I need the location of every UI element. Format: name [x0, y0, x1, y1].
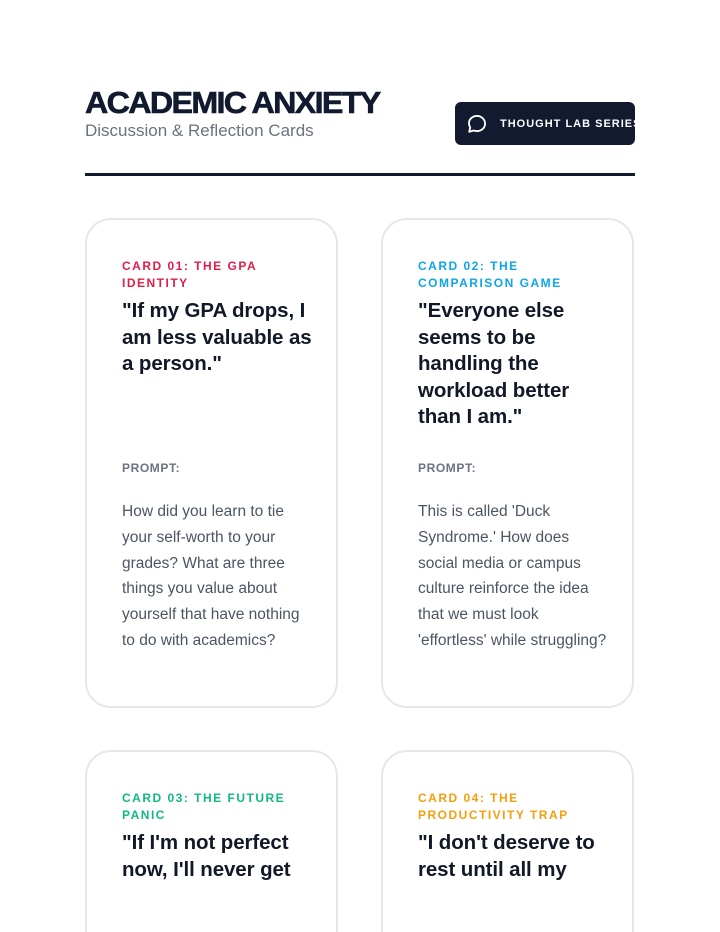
prompt-label: PROMPT:: [418, 461, 477, 475]
card-label: CARD 01: THE GPA IDENTITY: [122, 259, 257, 290]
series-badge: [455, 102, 642, 145]
card-label: CARD 04: THE PRODUCTIVITY TRAP: [418, 791, 569, 822]
reflection-card-04: [381, 750, 634, 932]
card-quote: "If I'm not perfect now, I'll never get: [122, 831, 291, 881]
page-title: ACADEMIC ANXIETY: [85, 85, 380, 120]
prompt-label: PROMPT:: [122, 461, 181, 475]
reflection-card-03: [85, 750, 338, 932]
header-divider: [85, 173, 635, 176]
header: [85, 85, 642, 148]
card-quote: "I don't deserve to rest until all my: [418, 831, 595, 881]
page-subtitle: Discussion & Reflection Cards: [85, 121, 314, 140]
series-label: THOUGHT LAB SERIES: [500, 117, 642, 130]
card-label: CARD 02: THE COMPARISON GAME: [418, 259, 562, 290]
reflection-card-02: [381, 218, 634, 708]
card-quote: "Everyone else seems to be handling the workload better than I am.": [418, 299, 570, 428]
prompt-text: This is called 'Duck Syndrome.' How does social media or campus culture reinforce the idea that we must look 'effortless' while struggling?: [418, 503, 607, 649]
chat-bubble-icon: [466, 113, 488, 135]
reflection-card-01: [85, 218, 338, 708]
prompt-text: How did you learn to tie your self-worth to your grades? What are three things you value about yourself that have nothing to do with academics?: [122, 503, 300, 649]
card-quote: "If my GPA drops, I am less valuable as a person.": [122, 299, 312, 375]
card-label: CARD 03: THE FUTURE PANIC: [122, 791, 286, 822]
